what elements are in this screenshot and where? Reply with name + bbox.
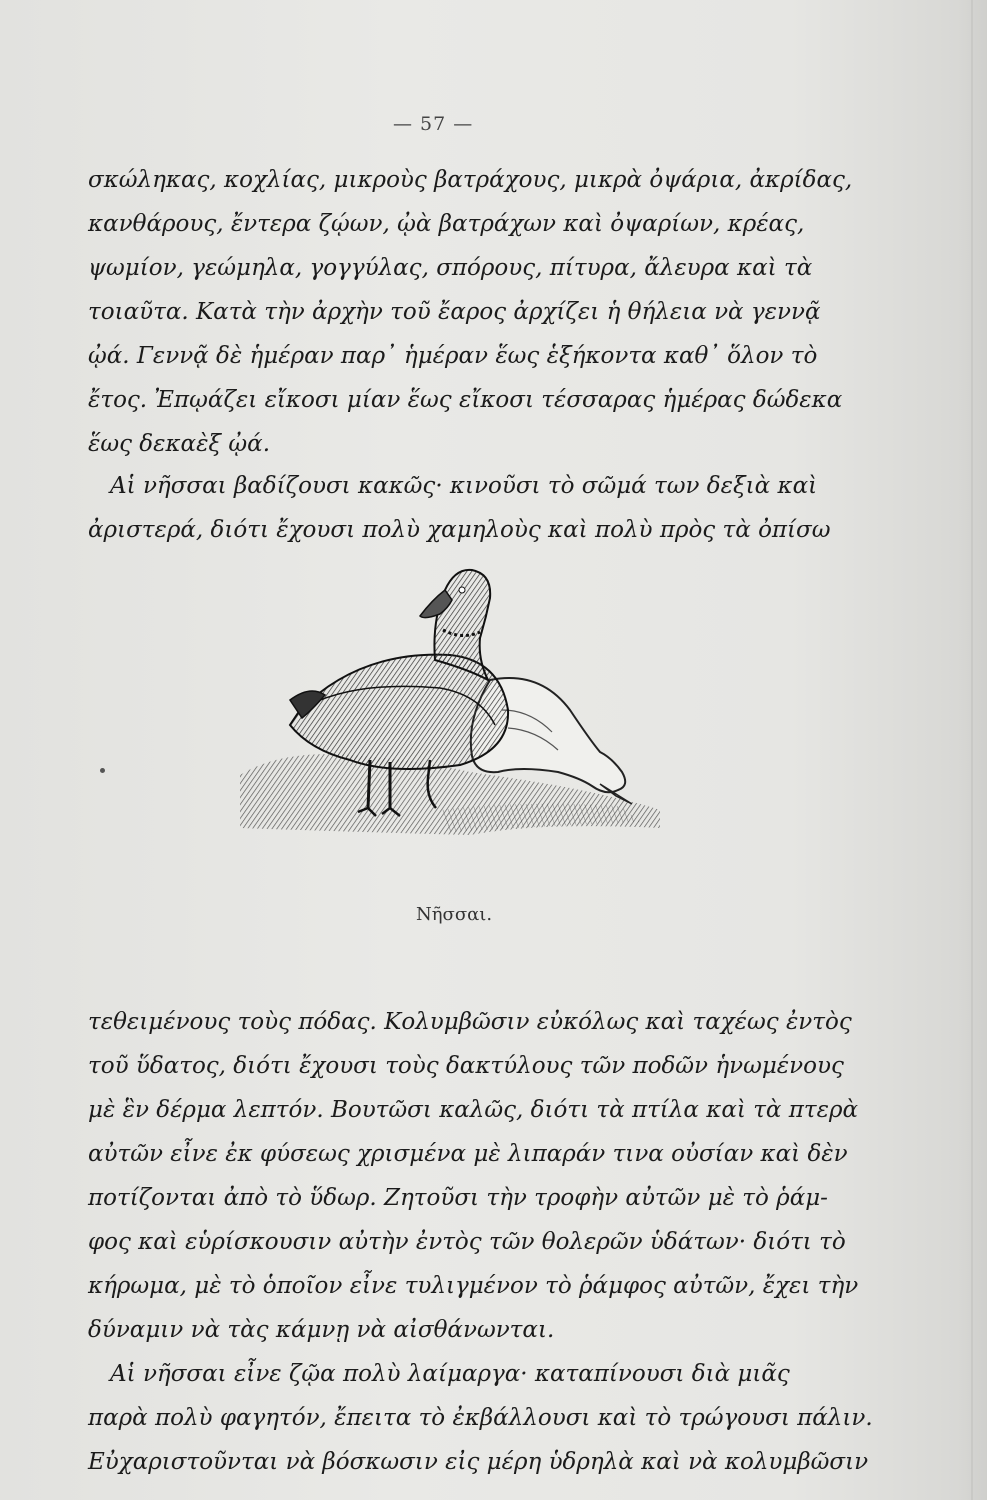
text-line: ψωμίον, γεώμηλα, γογγύλας, σπόρους, πίτυρα, ἄλευρα καὶ τὰ	[88, 255, 813, 281]
figure-caption: Νῆσσαι.	[416, 904, 493, 925]
text-line: Αἱ νῆσσαι βαδίζουσι κακῶς· κινοῦσι τὸ σῶμά των δεξιὰ καὶ	[110, 473, 818, 499]
text-line: κανθάρους, ἔντερα ζῴων, ᾠὰ βατράχων καὶ ὀψαρίων, κρέας,	[88, 211, 805, 237]
text-line: παρὰ πολὺ φαγητόν, ἔπειτα τὸ ἐκβάλλουσι καὶ τὸ τρώγουσι πάλιν.	[88, 1405, 873, 1431]
middle-paragraph	[88, 464, 831, 552]
text-line: ᾠά. Γεννᾷ δὲ ἡμέραν παρ᾽ ἡμέραν ἕως ἑξήκοντα καθ᾽ ὅλον τὸ	[88, 343, 818, 369]
ink-spot	[100, 768, 105, 773]
text-line: μὲ ἓν δέρμα λεπτόν. Βουτῶσι καλῶς, διότι τὰ πτίλα καὶ τὰ πτερὰ	[88, 1097, 858, 1123]
text-line: ἔτος. Ἐπῳάζει εἴκοσι μίαν ἕως εἴκοσι τέσσαρας ἡμέρας δώδεκα	[88, 387, 843, 413]
text-line: αὐτῶν εἶνε ἐκ φύσεως χρισμένα μὲ λιπαράν τινα οὐσίαν καὶ δὲν	[88, 1141, 848, 1167]
text-line: τοῦ ὕδατος, διότι ἔχουσι τοὺς δακτύλους τῶν ποδῶν ἡνωμένους	[88, 1053, 844, 1079]
text-line: Αἱ νῆσσαι εἶνε ζῷα πολὺ λαίμαργα· καταπίνουσι διὰ μιᾶς	[110, 1361, 790, 1387]
text-line: ποτίζονται ἀπὸ τὸ ὕδωρ. Ζητοῦσι τὴν τροφὴν αὐτῶν μὲ τὸ ῥάμ-	[88, 1185, 828, 1211]
text-line: σκώληκας, κοχλίας, μικροὺς βατράχους, μικρὰ ὀψάρια, ἀκρίδας,	[88, 167, 853, 193]
text-line: φος καὶ εὑρίσκουσιν αὐτὴν ἐντὸς τῶν θολερῶν ὑδάτων· διότι τὸ	[88, 1229, 846, 1255]
text-line: δύναμιν νὰ τὰς κάμνῃ νὰ αἰσθάνωνται.	[88, 1317, 555, 1343]
text-line: κήρωμα, μὲ τὸ ὁποῖον εἶνε τυλιγμένον τὸ ῥάμφος αὐτῶν, ἔχει τὴν	[88, 1273, 859, 1299]
text-line: τοιαῦτα. Κατὰ τὴν ἀρχὴν τοῦ ἔαρος ἀρχίζει ἡ θήλεια νὰ γεννᾷ	[88, 299, 821, 325]
text-line: ἀριστερά, διότι ἔχουσι πολὺ χαμηλοὺς καὶ πολὺ πρὸς τὰ ὀπίσω	[88, 517, 831, 543]
page-number: — 57 —	[393, 113, 474, 135]
ducks-illustration	[240, 560, 660, 840]
text-line: Εὐχαριστοῦνται νὰ βόσκωσιν εἰς μέρη ὑδρηλὰ καὶ νὰ κολυμβῶσιν	[88, 1449, 869, 1475]
bottom-paragraphs	[88, 1000, 873, 1484]
page-spine	[971, 0, 973, 1500]
text-line: τεθειμένους τοὺς πόδας. Κολυμβῶσιν εὐκόλως καὶ ταχέως ἐντὸς	[88, 1009, 852, 1035]
text-line: ἕως δεκαὲξ ᾠά.	[88, 431, 271, 457]
top-paragraph	[88, 158, 852, 466]
